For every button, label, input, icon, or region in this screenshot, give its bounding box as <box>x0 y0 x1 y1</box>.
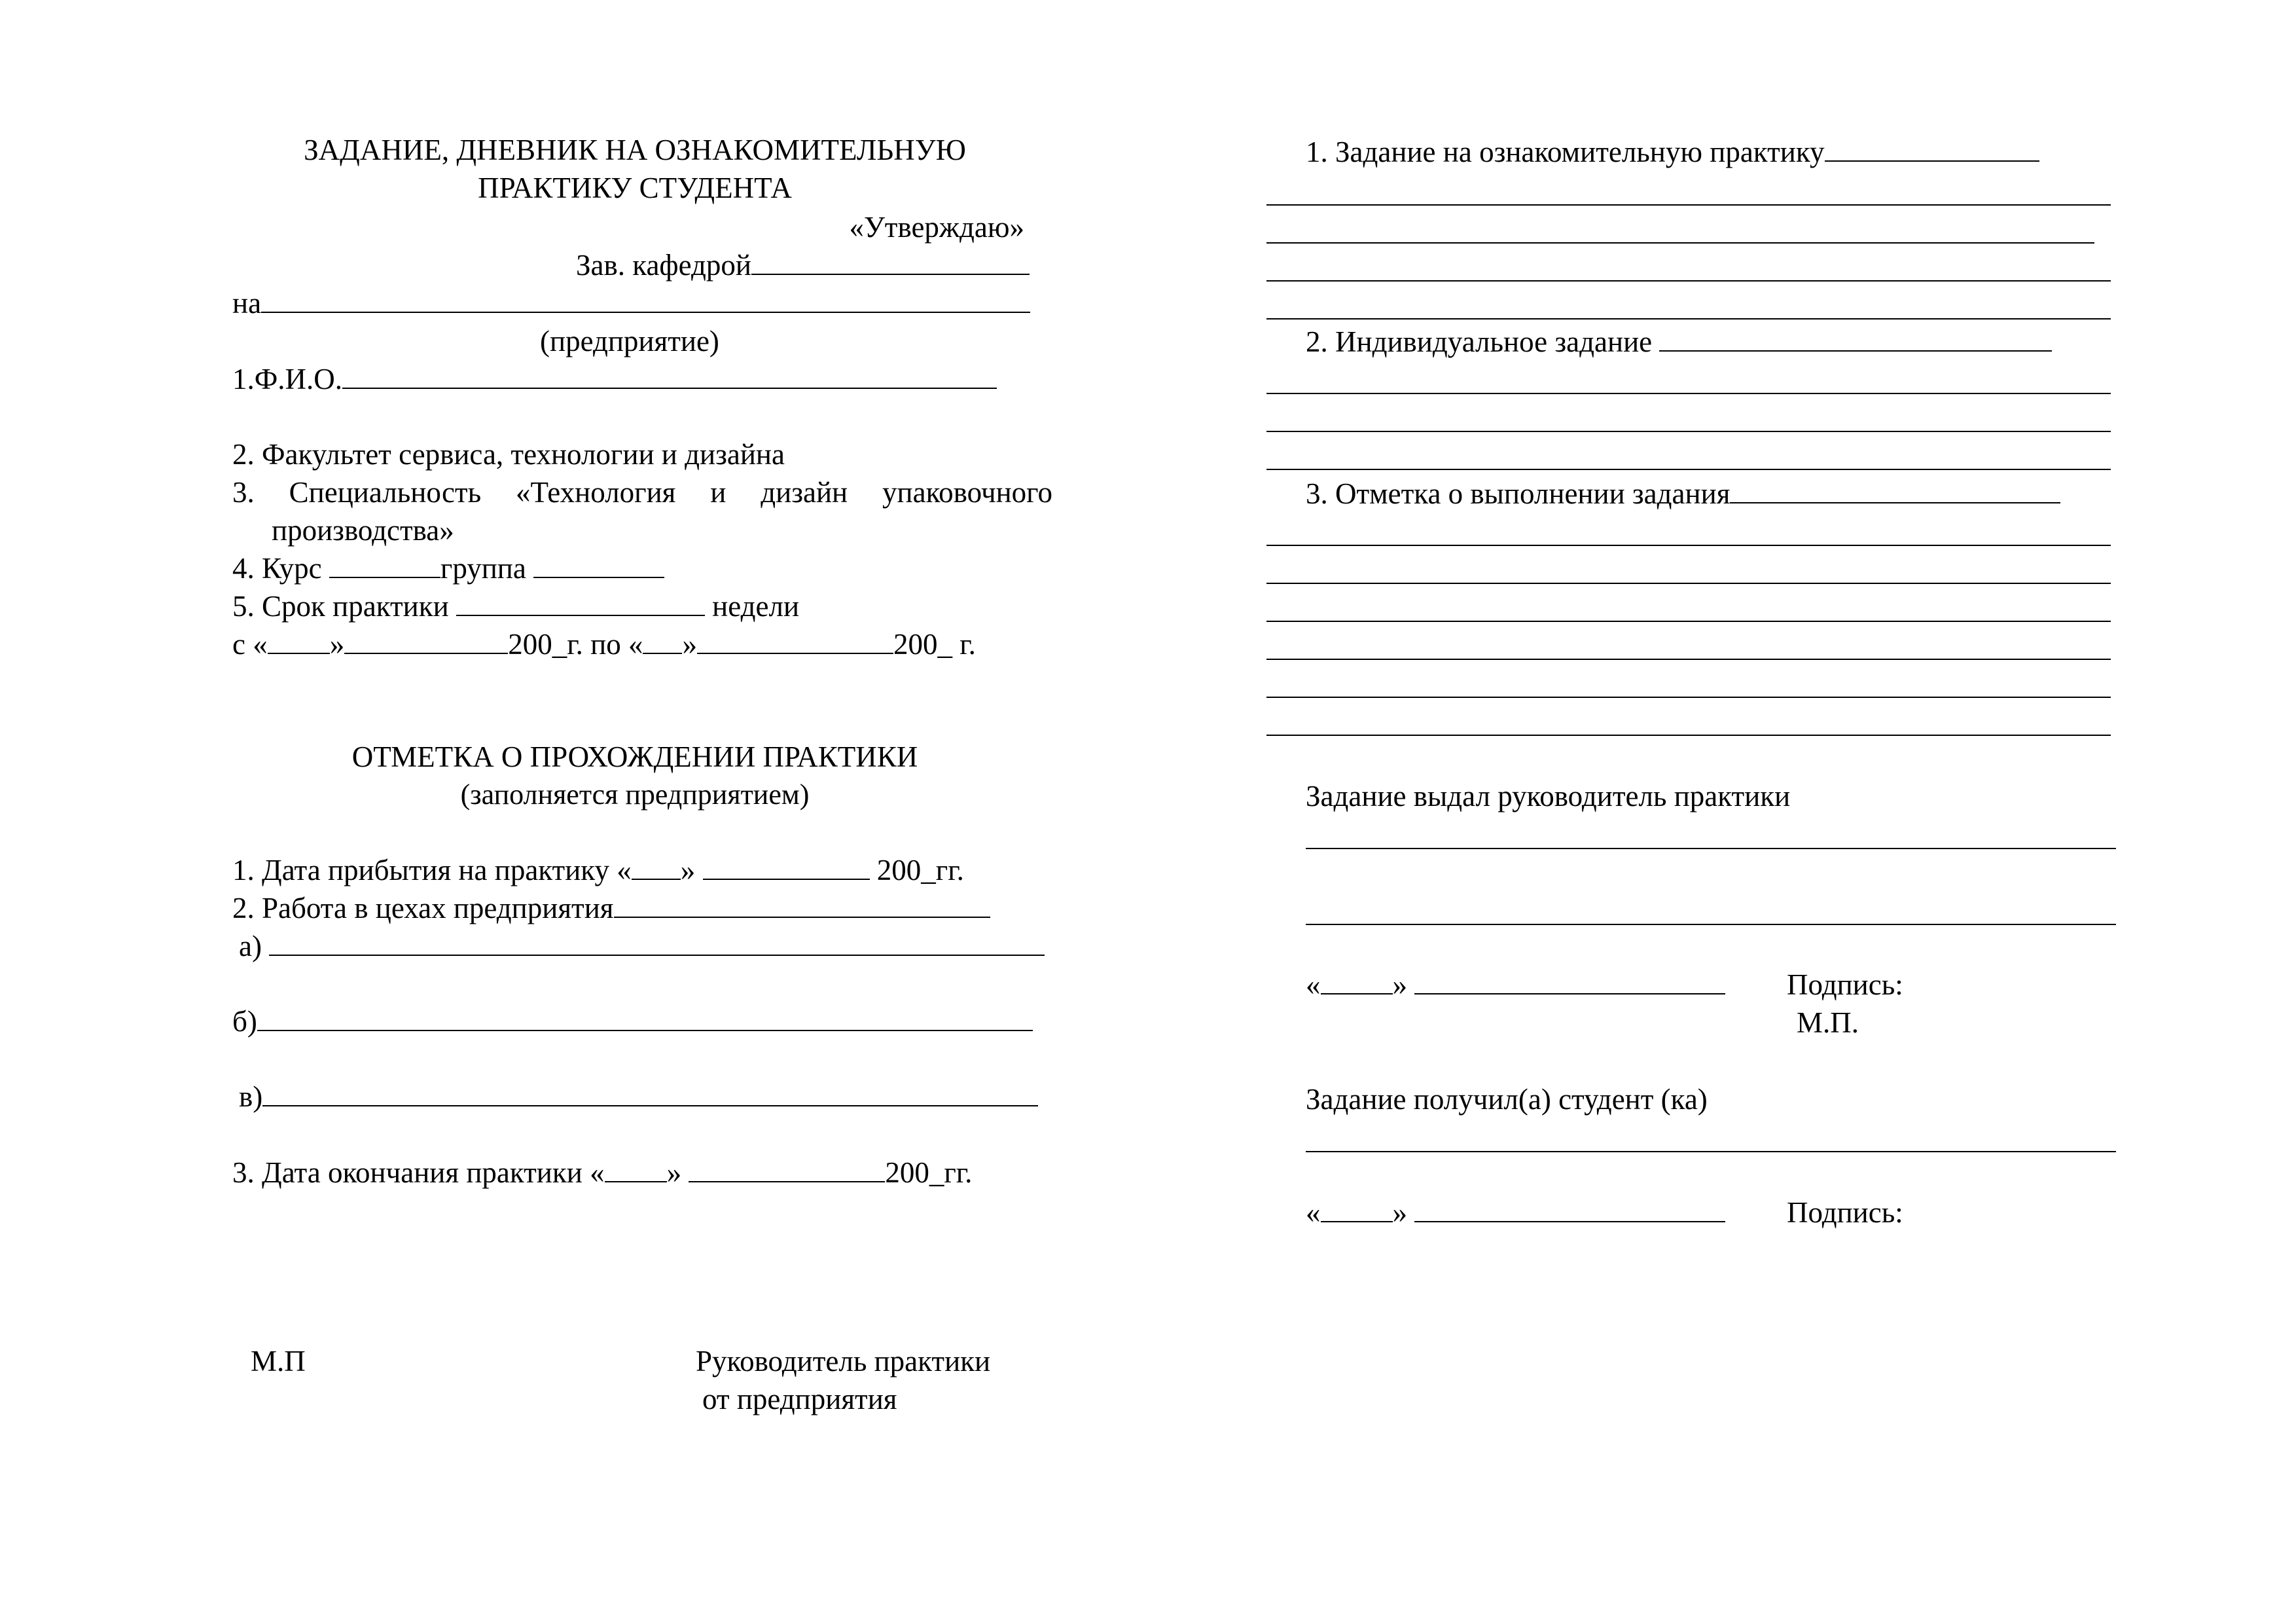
workshops-label: Работа в цехах предприятия <box>262 892 614 924</box>
mark-title: ОТМЕТКА О ПРОХОЖДЕНИИ ПРАКТИКИ <box>351 740 918 773</box>
end-date-row <box>232 1154 972 1192</box>
date-to-quote: » <box>682 628 697 661</box>
individual-line-3[interactable] <box>1266 469 2111 470</box>
completion-line-2[interactable] <box>1266 583 2111 584</box>
received-quote-close: » <box>1392 1196 1407 1229</box>
head-of-dept-label: Зав. кафедрой <box>576 249 751 282</box>
specialty-line2: производства» <box>272 514 454 547</box>
course-row <box>232 549 664 588</box>
stamp-label: М.П. <box>1797 1006 1859 1039</box>
course-label: Курс <box>262 552 322 585</box>
item-a-row <box>239 927 1045 966</box>
workshops-num: 2. <box>232 892 255 924</box>
fio-row <box>232 360 997 399</box>
date-from-quote: » <box>329 628 345 661</box>
enterprise-row <box>232 284 1030 323</box>
individual-line-1[interactable] <box>1266 393 2111 394</box>
issued-by-line-1[interactable] <box>1306 848 2116 849</box>
individual-field[interactable] <box>1659 325 2052 352</box>
received-quote-open: « <box>1306 1196 1321 1229</box>
right-page <box>1266 0 2114 1623</box>
stamp-mark: М.П <box>251 1345 306 1377</box>
task-line-4[interactable] <box>1266 318 2111 319</box>
fio-label: 1.Ф.И.О. <box>232 363 343 395</box>
enterprise-field[interactable] <box>261 287 1030 313</box>
supervisor-line1: Руководитель практики <box>696 1345 991 1377</box>
specialty-line1: 3. Специальность «Технология и дизайн упаковочного <box>232 476 1052 509</box>
date-from-day-field[interactable] <box>268 628 330 654</box>
item-a-label: а) <box>239 930 262 962</box>
issued-quote-open: « <box>1306 968 1321 1001</box>
item-v-label: в) <box>239 1080 263 1113</box>
task-field[interactable] <box>1825 136 2039 162</box>
end-day-field[interactable] <box>605 1156 667 1182</box>
fio-field[interactable] <box>342 363 997 389</box>
item-a-field[interactable] <box>269 930 1045 956</box>
doc-title-line2: ПРАКТИКУ СТУДЕНТА <box>478 172 792 204</box>
enterprise-caption: (предприятие) <box>540 325 719 357</box>
completion-line-6[interactable] <box>1266 735 2111 736</box>
received-by-label: Задание получил(а) студент (ка) <box>1306 1083 1708 1116</box>
issued-day-field[interactable] <box>1321 968 1393 994</box>
course-field[interactable] <box>329 552 440 578</box>
term-label: Срок практики <box>262 590 449 623</box>
individual-row <box>1306 323 2052 361</box>
completion-label: 3. Отметка о выполнении задания <box>1306 477 1731 510</box>
course-num: 4. <box>232 552 255 585</box>
item-v-row <box>239 1078 1038 1116</box>
task-row <box>1306 133 2039 172</box>
end-label: Дата окончания практики « <box>262 1156 605 1189</box>
issued-date-row <box>1306 966 1725 1004</box>
task-line-3[interactable] <box>1266 280 2111 282</box>
arrival-row <box>232 851 964 890</box>
group-field[interactable] <box>533 552 664 578</box>
end-month-field[interactable] <box>689 1156 885 1182</box>
signature-label-1: Подпись: <box>1787 968 1903 1001</box>
arrival-num: 1. <box>232 854 255 886</box>
item-v-field[interactable] <box>262 1080 1038 1106</box>
date-to-prefix: по « <box>590 628 643 661</box>
arrival-month-field[interactable] <box>703 854 870 880</box>
issued-by-line-2[interactable] <box>1306 924 2116 925</box>
issued-month-field[interactable] <box>1414 968 1725 994</box>
completion-line-1[interactable] <box>1266 545 2111 546</box>
end-quote: » <box>666 1156 682 1189</box>
date-to-month-field[interactable] <box>697 628 893 654</box>
enterprise-prefix: на <box>232 287 262 319</box>
term-field[interactable] <box>456 590 705 616</box>
completion-row <box>1306 475 2060 513</box>
date-range-row <box>232 625 976 664</box>
completion-field[interactable] <box>1730 477 2060 503</box>
item-b-label: б) <box>232 1005 257 1038</box>
workshops-field[interactable] <box>614 892 990 918</box>
weeks-label: недели <box>712 590 800 623</box>
date-from-prefix: с « <box>232 628 268 661</box>
individual-line-2[interactable] <box>1266 431 2111 432</box>
supervisor-line2: от предприятия <box>702 1383 897 1415</box>
end-num: 3. <box>232 1156 255 1189</box>
individual-label: 2. Индивидуальное задание <box>1306 325 1653 358</box>
head-of-dept-field[interactable] <box>751 249 1030 275</box>
arrival-year: 200_гг. <box>876 854 964 886</box>
arrival-day-field[interactable] <box>632 854 681 880</box>
task-num: 1. <box>1306 136 1328 168</box>
received-by-line[interactable] <box>1306 1151 2116 1152</box>
end-year: 200_гг. <box>885 1156 973 1189</box>
item-b-field[interactable] <box>257 1005 1033 1031</box>
group-label: группа <box>440 552 526 585</box>
date-to-day-field[interactable] <box>643 628 682 654</box>
arrival-quote: » <box>680 854 696 886</box>
approve-stamp-text: «Утверждаю» <box>849 211 1024 244</box>
completion-line-3[interactable] <box>1266 621 2111 622</box>
task-label: Задание на ознакомительную практику <box>1335 136 1825 168</box>
mark-subtitle: (заполняется предприятием) <box>460 778 810 811</box>
task-line-2[interactable] <box>1266 242 2094 244</box>
completion-line-5[interactable] <box>1266 697 2111 698</box>
term-row <box>232 587 799 626</box>
left-page <box>232 0 1054 1623</box>
signature-label-2: Подпись: <box>1787 1196 1903 1229</box>
head-of-dept-row <box>576 246 1030 285</box>
doc-title-line1: ЗАДАНИЕ, ДНЕВНИК НА ОЗНАКОМИТЕЛЬНУЮ <box>304 134 966 166</box>
item-b-row <box>232 1002 1033 1041</box>
date-from-year: 200_г. <box>508 628 583 661</box>
issued-quote-close: » <box>1392 968 1407 1001</box>
received-date-row <box>1306 1194 1725 1232</box>
date-from-month-field[interactable] <box>344 628 508 654</box>
arrival-label: Дата прибытия на практику « <box>262 854 632 886</box>
issued-by-label: Задание выдал руководитель практики <box>1306 780 1791 812</box>
term-num: 5. <box>232 590 255 623</box>
completion-line-4[interactable] <box>1266 659 2111 660</box>
task-line-1[interactable] <box>1266 204 2111 206</box>
received-month-field[interactable] <box>1414 1196 1725 1222</box>
faculty-text: 2. Факультет сервиса, технологии и дизайна <box>232 438 785 471</box>
date-to-year: 200_ г. <box>893 628 976 661</box>
workshops-row <box>232 889 990 928</box>
received-day-field[interactable] <box>1321 1196 1393 1222</box>
